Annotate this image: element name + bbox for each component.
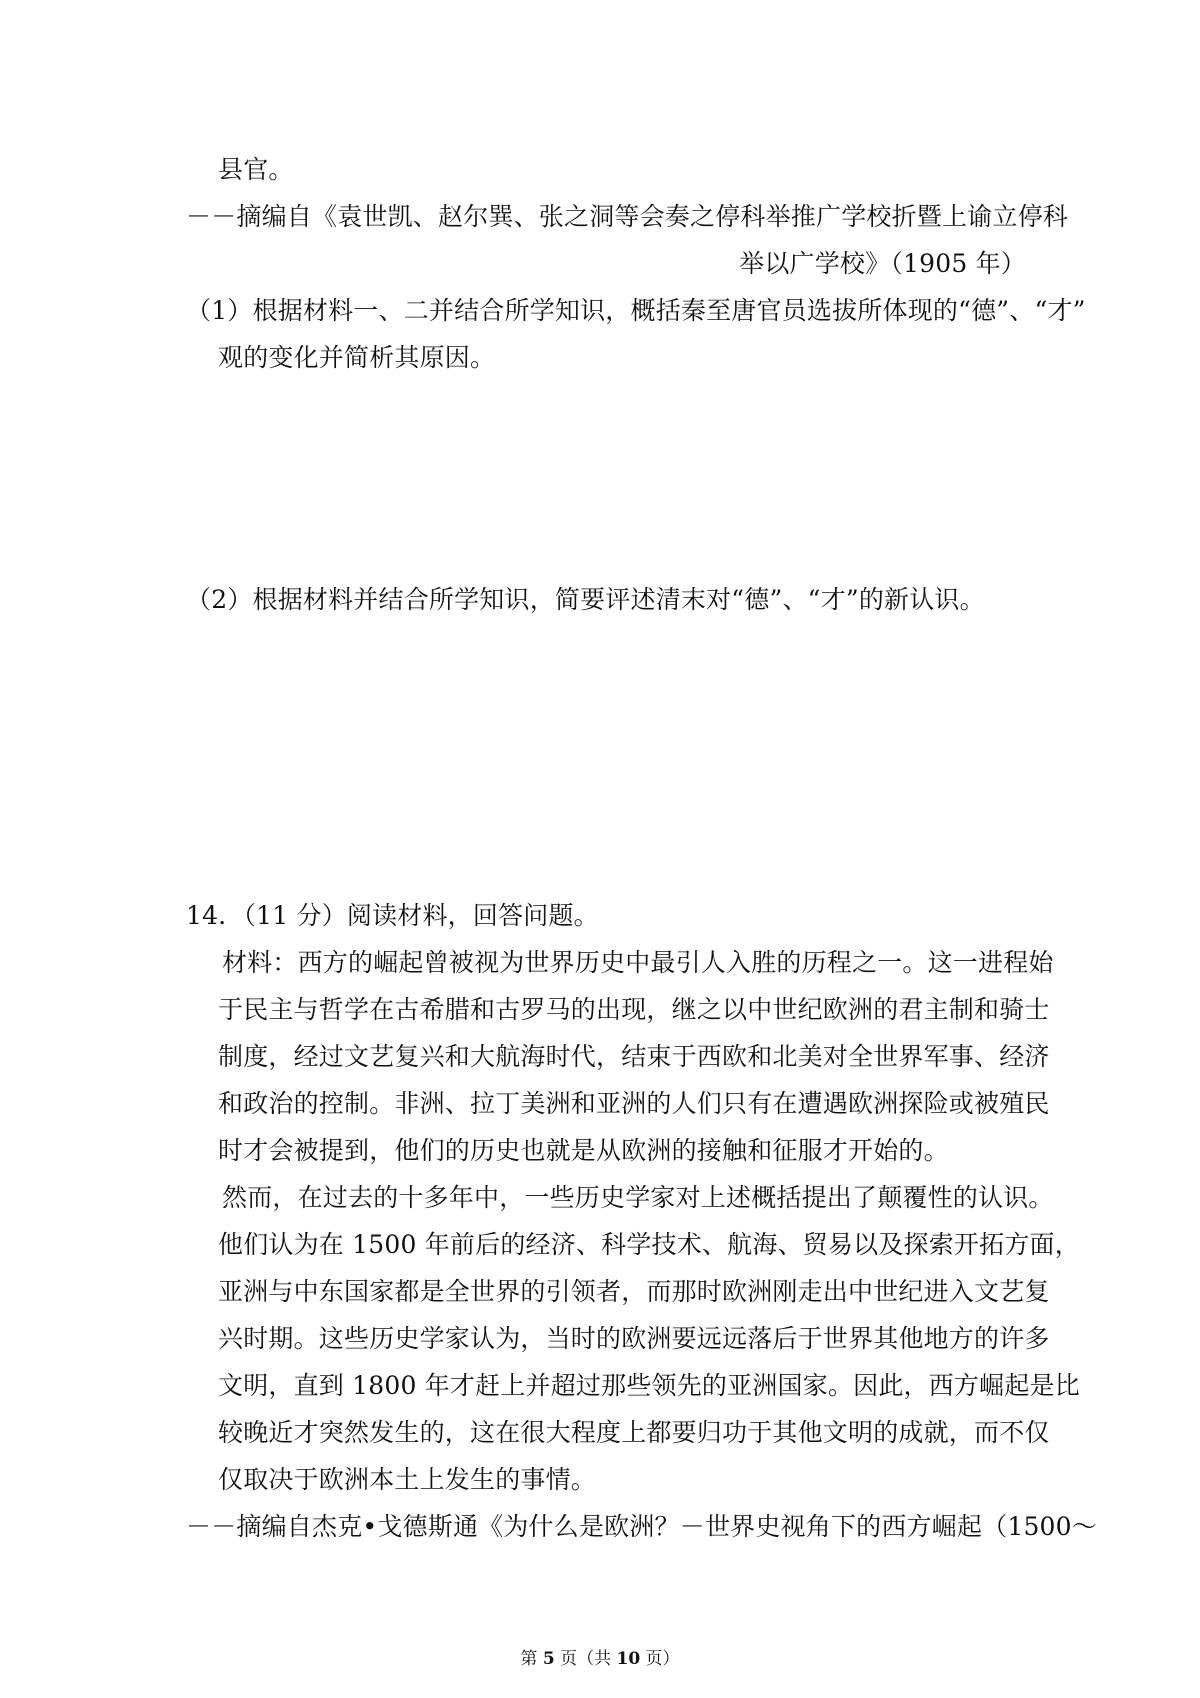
material-line: 文明，直到 1800 年才赶上并超过那些领先的亚洲国家。因此，西方崛起是比 [218, 1371, 1080, 1400]
material-line: 材料：西方的崛起曾被视为世界历史中最引人入胜的历程之一。这一进程始 [222, 948, 1054, 977]
question-14-header: 14．（11 分）阅读材料，回答问题。 [186, 901, 599, 930]
material-line: 于民主与哲学在古希腊和古罗马的出现，继之以中世纪欧洲的君主制和骑士 [218, 995, 1050, 1024]
source-citation-line1: －－摘编自《袁世凯、赵尔巽、张之洞等会奏之停科举推广学校折暨上谕立停科 [186, 202, 1069, 231]
source-citation-line2: 举以广学校》（1905 年） [739, 249, 1026, 278]
page-number: 5 [542, 1649, 555, 1669]
material-line: 较晚近才突然发生的，这在很大程度上都要归功于其他文明的成就，而不仅 [218, 1418, 1050, 1447]
question-13-part2: （2）根据材料并结合所学知识，简要评述清末对“德”、“才”的新认识。 [186, 585, 985, 614]
question-13-part1-line2: 观的变化并简析其原因。 [218, 343, 496, 372]
answer-continuation: 县官。 [218, 155, 294, 184]
page-total: 10 [616, 1649, 641, 1669]
material-line: 他们认为在 1500 年前后的经济、科学技术、航海、贸易以及探索开拓方面， [218, 1230, 1080, 1259]
material-line: 和政治的控制。非洲、拉丁美洲和亚洲的人们只有在遭遇欧洲探险或被殖民 [218, 1089, 1050, 1118]
material-line: 仅取决于欧洲本土上发生的事情。 [218, 1465, 597, 1494]
footer-middle: 页（共 [554, 1649, 617, 1669]
footer-suffix: 页） [640, 1649, 680, 1669]
material-line: 亚洲与中东国家都是全世界的引领者，而那时欧洲刚走出中世纪进入文艺复 [218, 1277, 1050, 1306]
material-line: 制度，经过文艺复兴和大航海时代，结束于西欧和北美对全世界军事、经济 [218, 1042, 1050, 1071]
material-line: 然而，在过去的十多年中，一些历史学家对上述概括提出了颠覆性的认识。 [222, 1183, 1054, 1212]
question-13-part1-line1: （1）根据材料一、二并结合所学知识，概括秦至唐官员选拔所体现的“德”、“才” [186, 296, 1086, 325]
material-line: 时才会被提到，他们的历史也就是从欧洲的接触和征服才开始的。 [218, 1136, 949, 1165]
question-14-source: －－摘编自杰克•戈德斯通《为什么是欧洲？－世界史视角下的西方崛起（1500～ [186, 1512, 1097, 1541]
footer-prefix: 第 [520, 1649, 543, 1669]
page-footer [0, 1647, 1200, 1671]
material-line: 兴时期。这些历史学家认为，当时的欧洲要远远落后于世界其他地方的许多 [218, 1324, 1050, 1353]
